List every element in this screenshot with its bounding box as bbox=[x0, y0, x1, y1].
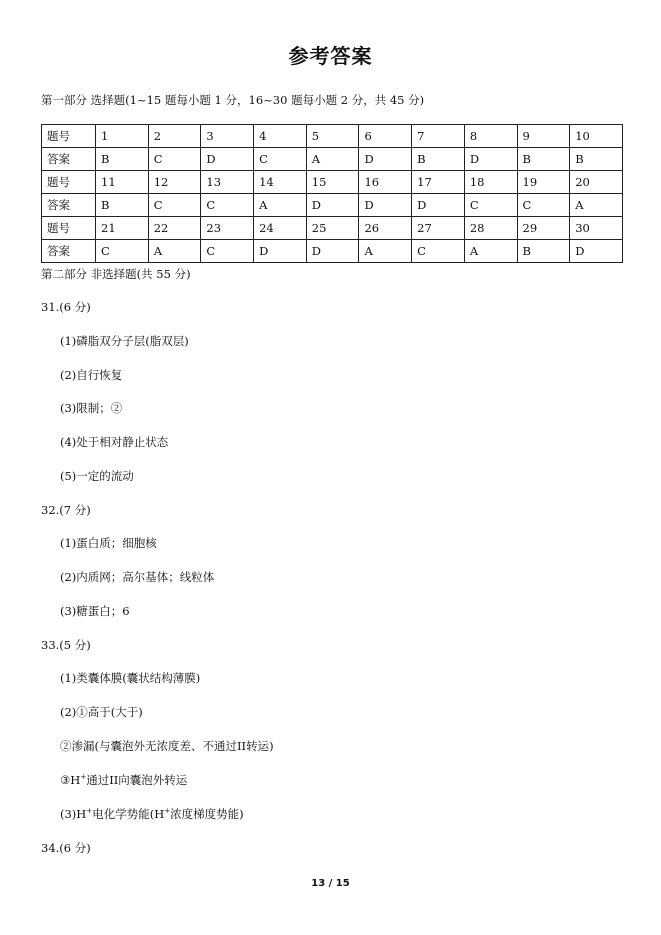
table-cell: C bbox=[464, 194, 517, 217]
table-cell: 28 bbox=[464, 217, 517, 240]
q34-heading: 34.(6 分) bbox=[41, 841, 91, 855]
table-cell: 5 bbox=[306, 125, 359, 148]
table-cell: 12 bbox=[148, 171, 201, 194]
table-cell: 18 bbox=[464, 171, 517, 194]
row-label: 答案 bbox=[42, 194, 96, 217]
table-row bbox=[42, 171, 623, 194]
q32-answer-2: (2)内质网；高尔基体；线粒体 bbox=[60, 570, 215, 584]
table-cell: 2 bbox=[148, 125, 201, 148]
table-cell: 21 bbox=[96, 217, 149, 240]
table-cell: 25 bbox=[306, 217, 359, 240]
table-cell: D bbox=[464, 148, 517, 171]
table-cell: D bbox=[254, 240, 307, 263]
table-cell: 3 bbox=[201, 125, 254, 148]
table-cell: 20 bbox=[570, 171, 623, 194]
table-cell: C bbox=[96, 240, 149, 263]
table-cell: 9 bbox=[517, 125, 570, 148]
q33-answer-4-sup: + bbox=[80, 773, 87, 782]
table-cell: A bbox=[254, 194, 307, 217]
table-cell: 14 bbox=[254, 171, 307, 194]
q33-answer-5 bbox=[60, 806, 244, 822]
table-cell: C bbox=[517, 194, 570, 217]
part1-heading: 第一部分 选择题(1~15 题每小题 1 分，16~30 题每小题 2 分，共 45 分) bbox=[41, 93, 425, 107]
table-cell: D bbox=[359, 194, 412, 217]
q33-answer-3: ②渗漏(与囊泡外无浓度差、不通过II转运) bbox=[60, 739, 274, 753]
table-cell: A bbox=[148, 240, 201, 263]
table-cell: 29 bbox=[517, 217, 570, 240]
table-cell: 6 bbox=[359, 125, 412, 148]
q33-answer-4-pre: ③H bbox=[60, 773, 81, 787]
row-label: 答案 bbox=[42, 240, 96, 263]
table-cell: 19 bbox=[517, 171, 570, 194]
table-cell: 7 bbox=[412, 125, 465, 148]
page-number: 13 / 15 bbox=[311, 878, 350, 889]
table-cell: B bbox=[517, 240, 570, 263]
table-cell: 11 bbox=[96, 171, 149, 194]
answer-table bbox=[41, 124, 623, 263]
table-cell: B bbox=[412, 148, 465, 171]
table-cell: A bbox=[464, 240, 517, 263]
table-cell: 30 bbox=[570, 217, 623, 240]
table-cell: D bbox=[359, 148, 412, 171]
row-label: 题号 bbox=[42, 217, 96, 240]
table-row bbox=[42, 217, 623, 240]
table-cell: C bbox=[412, 240, 465, 263]
part2-heading: 第二部分 非选择题(共 55 分) bbox=[41, 267, 191, 281]
table-cell: B bbox=[570, 148, 623, 171]
table-cell: B bbox=[517, 148, 570, 171]
table-cell: D bbox=[570, 240, 623, 263]
q33-answer-5-pre: (3)H bbox=[60, 807, 87, 821]
table-cell: A bbox=[306, 148, 359, 171]
table-cell: C bbox=[201, 194, 254, 217]
table-cell: C bbox=[148, 148, 201, 171]
q33-answer-5-post: 浓度梯度势能) bbox=[170, 807, 244, 821]
table-cell: B bbox=[96, 148, 149, 171]
table-cell: 1 bbox=[96, 125, 149, 148]
table-cell: 8 bbox=[464, 125, 517, 148]
q33-answer-4-post: 通过II向囊泡外转运 bbox=[86, 773, 188, 787]
table-cell: 22 bbox=[148, 217, 201, 240]
table-cell: 15 bbox=[306, 171, 359, 194]
table-cell: D bbox=[201, 148, 254, 171]
row-label: 题号 bbox=[42, 171, 96, 194]
table-cell: 4 bbox=[254, 125, 307, 148]
q33-answer-1: (1)类囊体膜(囊状结构薄膜) bbox=[60, 671, 201, 685]
table-cell: C bbox=[201, 240, 254, 263]
table-cell: 17 bbox=[412, 171, 465, 194]
q31-answer-4: (4)处于相对静止状态 bbox=[60, 435, 169, 449]
table-cell: B bbox=[96, 194, 149, 217]
table-cell: C bbox=[254, 148, 307, 171]
table-row bbox=[42, 125, 623, 148]
table-cell: 13 bbox=[201, 171, 254, 194]
row-label: 题号 bbox=[42, 125, 96, 148]
table-cell: 26 bbox=[359, 217, 412, 240]
table-cell: A bbox=[359, 240, 412, 263]
q31-answer-3: (3)限制；② bbox=[60, 401, 123, 415]
table-cell: D bbox=[306, 194, 359, 217]
q32-answer-1: (1)蛋白质；细胞核 bbox=[60, 536, 157, 550]
q33-heading: 33.(5 分) bbox=[41, 638, 91, 652]
row-label: 答案 bbox=[42, 148, 96, 171]
table-cell: 16 bbox=[359, 171, 412, 194]
q31-answer-2: (2)自行恢复 bbox=[60, 368, 123, 382]
q33-answer-5-mid: 电化学势能(H bbox=[92, 807, 165, 821]
table-cell: 27 bbox=[412, 217, 465, 240]
table-row bbox=[42, 240, 623, 263]
table-cell: 24 bbox=[254, 217, 307, 240]
q31-heading: 31.(6 分) bbox=[41, 300, 91, 314]
table-cell: D bbox=[306, 240, 359, 263]
page-title: 参考答案 bbox=[288, 44, 373, 68]
q32-heading: 32.(7 分) bbox=[41, 503, 91, 517]
table-cell: A bbox=[570, 194, 623, 217]
table-cell: 23 bbox=[201, 217, 254, 240]
q33-answer-5-sup2: + bbox=[164, 807, 171, 816]
table-cell: D bbox=[412, 194, 465, 217]
q31-answer-1: (1)磷脂双分子层(脂双层) bbox=[60, 334, 189, 348]
table-cell: 10 bbox=[570, 125, 623, 148]
q31-answer-5: (5)一定的流动 bbox=[60, 469, 134, 483]
table-cell: C bbox=[148, 194, 201, 217]
q32-answer-3: (3)糖蛋白；6 bbox=[60, 604, 130, 618]
q33-answer-5-sup: + bbox=[86, 807, 93, 816]
q33-answer-2: (2)①高于(大于) bbox=[60, 705, 143, 719]
table-row bbox=[42, 148, 623, 171]
q33-answer-4 bbox=[60, 772, 187, 788]
table-row bbox=[42, 194, 623, 217]
